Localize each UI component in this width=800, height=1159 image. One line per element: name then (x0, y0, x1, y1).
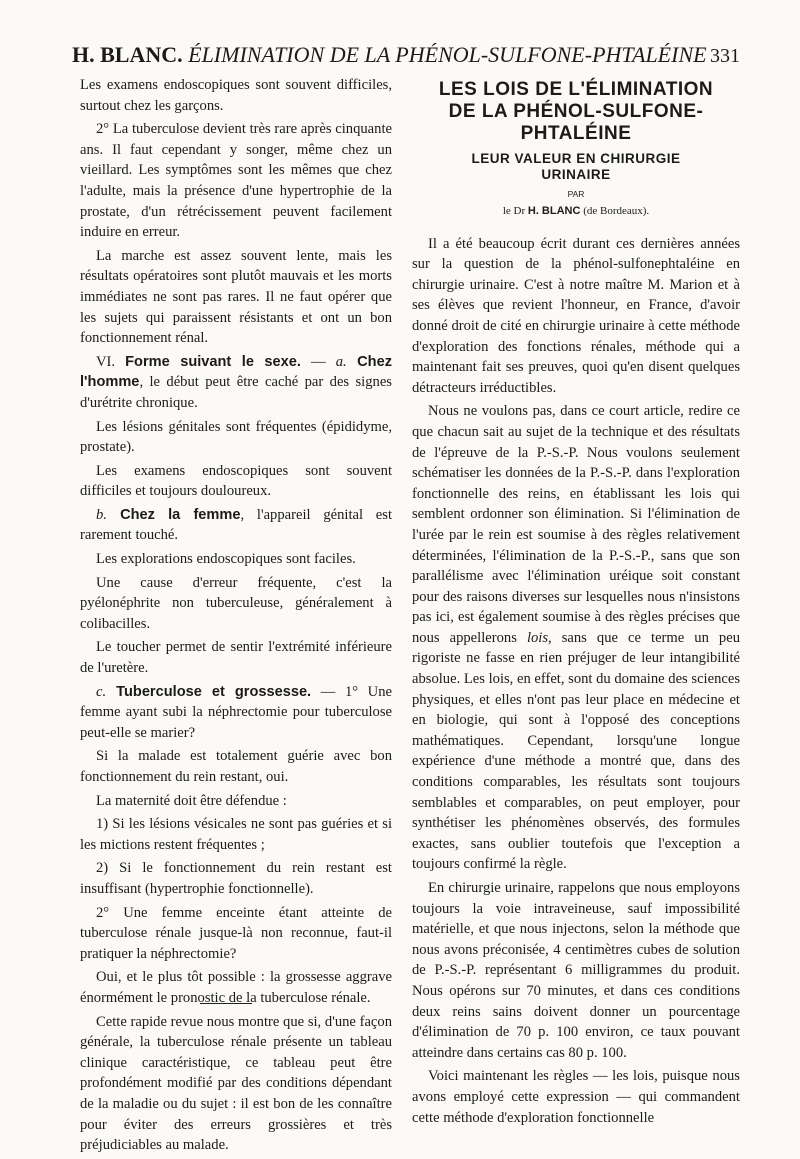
paragraph: Voici maintenant les règles — les lois, puisque nous avons employé cette expression — qui commandent cette méthode d'exploration fonctionnelle (412, 1068, 740, 1126)
paragraph: Le toucher permet de sentir l'extrémité inférieure de l'uretère. (80, 639, 392, 677)
subsection-heading: Tuberculose et grossesse. (106, 683, 312, 700)
item-letter: c. (96, 683, 107, 700)
section-paragraph (80, 352, 392, 414)
paragraph-text: , le début peut être caché par des signes d'urétrite chronique. (80, 374, 392, 411)
subtitle-line: URINAIRE (541, 167, 611, 182)
page-number: 331 (710, 45, 740, 67)
paragraph: 2) Si le fonctionnement du rein restant est insuffisant (hypertrophie fonctionnelle). (80, 860, 392, 897)
dash: — (300, 353, 336, 370)
paragraph: 1) Si les lésions vésicales ne sont pas guéries et si les mictions restent fréquentes ; (80, 816, 392, 853)
paragraph: Oui, et le plus tôt possible : la grossesse aggrave énormément le pronostic de la tuberculose rénale. (80, 969, 392, 1006)
header-title: ÉLIMINATION DE LA PHÉNOL-SULFONE-PHTALÉINE (188, 42, 707, 67)
running-header (72, 42, 740, 68)
subsection-paragraph (80, 682, 392, 744)
paragraph: Les lésions génitales sont fréquentes (épididyme, prostate). (80, 418, 392, 456)
byline-prefix: le Dr (502, 205, 528, 217)
title-line: LES LOIS DE L'ÉLIMINATION (438, 79, 714, 100)
section-heading: Forme suivant le sexe. (125, 353, 301, 370)
subsection-paragraph (80, 505, 392, 546)
paragraph: Si la malade est totalement guérie avec bon fonctionnement du rein restant, oui. (80, 748, 392, 785)
item-letter: b. (96, 506, 107, 523)
byline-author: H. BLANC (527, 205, 581, 217)
paragraph: Cette rapide revue nous montre que si, d'une façon générale, la tuberculose rénale présente un tableau clinique caractéristique, ce tableau peut être profondément modifié par des conditions dépendant de la maladie ou du sujet : il est bon de les connaître pour éviter des erreurs grossières et très préjudiciables au malade. (80, 1013, 392, 1154)
end-rule (200, 1003, 252, 1004)
paragraph: Il a été beaucoup écrit durant ces dernières années sur la question de la phénol-sulfonephtaléine en chirurgie urinaire. C'est à notre maître M. Marion et à ses élèves que revient l'honneur, en France, d'avoir donné droit de cité en chirurgie urinaire à cette méthode d'exploration des fonctions rénales, méthode qui a maintenant fait ses preuves, quoi qu'en disent quelques détracteurs irréductibles. (412, 235, 740, 396)
paragraph: 2° La tuberculose devient très rare après cinquante ans. Il faut cependant y songer, même chez un vieillard. Les symptômes sont les mêmes que chez l'adulte, mais la présence d'une hypertrophie de la prostate, d'un rétrécissement peuvent facilement induire en erreur. (80, 121, 392, 241)
byline-affiliation: (de Bordeaux). (580, 205, 650, 217)
header-author: H. BLANC. (72, 42, 183, 67)
paragraph (412, 401, 740, 875)
subsection-heading: Chez la femme (106, 506, 241, 523)
item-letter: a. (335, 353, 347, 370)
paragraph-text: — 1° Une femme ayant subi la néphrectomie pour tuberculose peut-elle se marier? (80, 683, 392, 741)
paragraph-text: , l'appareil génital est rarement touché. (80, 506, 392, 544)
paragraph: La maternité doit être défendue : (96, 792, 287, 809)
paragraph: La marche est assez souvent lente, mais les résultats opératoires sont plutôt mauvais et les morts immédiates ne sont pas rares. Il ne faut opérer que les sujets qui paraissent résistants et ont un bon fonctionnement rénal. (80, 247, 392, 347)
subsection-heading: Chez l'homme (80, 353, 393, 391)
paragraph-text: Nous ne voulons pas, dans ce court article, redire ce que chacun sait au sujet de la technique et des résultats de l'épreuve de la P.-S.-P. Nous voulons seulement schématiser les données de la P.-S.-P. dans l'exploration fonctionnelle des reins, en établissant les lois qui semblent ordonner son élimination. Si l'élimination de l'urée par le rein est soumise à des règles relativement déterminées, l'élimination de la P.-S.-P., sans que son parallélisme avec l'élimination uréique soit constant pour des raisons diverses sur lesquelles nous n'insistons pas ici, est également soumise à des règles précises que nous appellerons (412, 403, 740, 646)
paragraph: 2° Une femme enceinte étant atteinte de tuberculose rénale jusque-là non reconnue, faut-il pratiquer la néphrectomie? (80, 904, 392, 962)
paragraph: Les examens endoscopiques sont souvent difficiles et toujours douloureux. (80, 462, 392, 500)
article-title (412, 79, 740, 145)
right-column (412, 75, 740, 1131)
title-line: DE LA PHÉNOL-SULFONE- (448, 101, 704, 122)
left-column (80, 75, 392, 1159)
paragraph-text: , sans que ce terme un peu rigoriste ne fasse en rien préjuger de leur intangibilité absolue. Les lois, en effet, sont du domaine des sciences physiques, et elles n'ont pas leur place en médecine et en biologie, qui sont à l'opposé des conceptions mathématiques. Cependant, lorsqu'une longue expérience d'une méthode a montré que, dans des conditions comparables, les résultats sont toujours semblables et comparables, on peut employer, pour synthétiser les phénomènes observés, des formules exactes, sans oublier toutefois que l'exception a toujours confirmé la règle. (412, 629, 741, 873)
byline (412, 201, 740, 222)
title-line: PHTALÉINE (520, 123, 632, 144)
paragraph: En chirurgie urinaire, rappelons que nous employons toujours la voie intraveineuse, sauf impossibilité matérielle, et que nous injectons, selon la méthode que nous avons préconisée, 4 centimètres cubes de solution de P.-S.-P. représentant 6 milligrammes du produit. Nous opérons sur 70 minutes, et dans ces conditions deux reins sains doivent donner un pourcentage d'élimination de 70 p. 100 environ, ce taux pouvant atteindre dans certains cas 80 p. 100. (412, 880, 740, 1061)
emphasis: lois (526, 629, 549, 646)
paragraph: Les explorations endoscopiques sont faciles. (96, 551, 356, 568)
section-number: VI. (96, 353, 126, 370)
par-label: PAR (567, 189, 585, 199)
article-subtitle (412, 151, 740, 183)
subtitle-line: LEUR VALEUR EN CHIRURGIE (471, 151, 681, 166)
paragraph: Les examens endoscopiques sont souvent difficiles, surtout chez les garçons. (80, 77, 392, 114)
paragraph: Une cause d'erreur fréquente, c'est la pyélonéphrite non tuberculeuse, généralement à colibacilles. (80, 574, 392, 632)
